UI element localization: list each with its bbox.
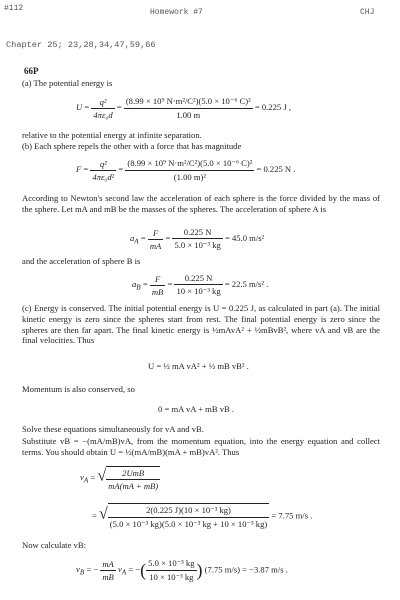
eqvA-den: mA(mA + mB): [108, 481, 159, 491]
accel-b-text: and the acceleration of sphere B is: [22, 256, 141, 266]
eqF-lhs-num: q²: [90, 159, 116, 171]
eqU-result: = 0.225 J ,: [254, 101, 291, 112]
eqaB-result: = 22.5 m/s² .: [224, 278, 269, 289]
eqaA-den2: 5.0 × 10⁻³ kg: [174, 240, 221, 250]
eqF-lhs-den: 4πε₀d²: [92, 171, 115, 182]
solve-text: Solve these equations simultaneously for vA and vB.: [22, 424, 204, 434]
eqaA-num1: F: [148, 228, 163, 240]
momentum-text: Momentum is also conserved, so: [22, 384, 135, 394]
part-b-text: (b) Each sphere repels the other with a force that has magnitude: [22, 141, 242, 151]
substitute-paragraph: Substitute vB = −(mA/mB)vA, from the momentum equation, into the energy equation and collect terms. You should obtain U = ½(mA/mB)(mA + mB)vA². Thus: [22, 436, 380, 457]
equation-force: F = $\frac{\text{q²}}{\text{4πε₀d²}}$ = $\frac{\text{(8.99 × 10⁹ N·m²/C²)(5.0 × 10⁻⁶ C)²}}{\text{(1.00 m)²}}$ = 0.225 N .: [76, 158, 296, 182]
header-title: Homework #7: [150, 8, 203, 17]
header-initials: CHJ: [360, 8, 375, 17]
equation-potential-energy: U = $\frac{\text{q²}}{\text{4πε₀d}}$ = $\frac{\text{(8.99 × 10⁹ N·m²/C²)(5.0 × 10⁻⁶ C)²}}{1.00 m}$ = 0.225 J ,: [76, 96, 291, 120]
eqF-result: = 0.225 N .: [256, 163, 296, 174]
equation-momentum: 0 = mA vA + mB vB .: [158, 404, 235, 414]
part-a-text: (a) The potential energy is: [22, 78, 113, 88]
eqvB-den2: 10 × 10⁻³ kg: [149, 572, 194, 582]
eqU-lhs-num: q²: [91, 97, 114, 109]
eqaA-num2: 0.225 N: [172, 227, 222, 239]
eqaA-result: = 45.0 m/s²: [224, 232, 265, 243]
eqaB-den1: mB: [151, 286, 164, 297]
newton-paragraph: According to Newton's second law the acceleration of each sphere is the force divided by the mass of the sphere. Let mA and mB be the masses of the spheres. The acceleration of sphere A is: [22, 193, 380, 214]
eqvB-den1: mB: [102, 572, 114, 582]
page-number: #112: [4, 4, 24, 13]
problem-number: 66P: [24, 66, 39, 76]
eqaB-den2: 10 × 10⁻³ kg: [176, 286, 221, 296]
equation-vA-numeric: = √ $\frac{\text{2(0.225 J)(10 × 10⁻³ kg)}}{\text{(5.0 × 10⁻³ kg)(5.0 × 10⁻³ kg + 10 × 10⁻³ kg)}}$ = 7.75 m/s .: [92, 505, 313, 529]
eqaB-num2: 0.225 N: [174, 273, 222, 285]
eqvA-result: = 7.75 m/s .: [271, 510, 313, 521]
eqvB-result: (7.75 m/s) = −3.87 m/s .: [204, 564, 288, 575]
eqvA2-den: (5.0 × 10⁻³ kg)(5.0 × 10⁻³ kg + 10 × 10⁻³ kg): [109, 519, 268, 529]
eqaB-num1: F: [150, 274, 165, 286]
equation-vA-symbolic: $v_A$ = √ $\frac{\text{2UmB}}{mA(mA + mB)}$: [80, 467, 159, 491]
eqF-rhs-den: (1.00 m)²: [173, 172, 206, 182]
part-c-paragraph: (c) Energy is conserved. The initial potential energy is U = 0.225 J, as calculated in part (a). The initial kinetic energy is zero since the spheres start from rest. The final potential energy is zero since the spheres are then far apart. The final kinetic energy is ½mAvA² + ½mBvB², where vA and vB are the final velocities. Thus: [22, 303, 380, 346]
equation-accel-a: $a_A$ = $\frac{F}{mA}$ = $\frac{0.225 N}{\text{5.0 × 10⁻³ kg}}$ = 45.0 m/s²: [130, 227, 265, 251]
calc-vB-text: Now calculate vB:: [22, 540, 86, 550]
eqvB-num2: 5.0 × 10⁻³ kg: [146, 558, 196, 571]
relative-text: relative to the potential energy at infinite separation.: [22, 130, 202, 140]
eqvA2-num: 2(0.225 J)(10 × 10⁻³ kg): [108, 505, 269, 518]
eqaA-den1: mA: [149, 240, 162, 251]
equation-accel-b: $a_B$ = $\frac{F}{mB}$ = $\frac{0.225 N}{\text{10 × 10⁻³ kg}}$ = 22.5 m/s² .: [132, 273, 269, 297]
eqvB-num1: mA: [102, 559, 114, 569]
eqU-rhs-num: (8.99 × 10⁹ N·m²/C²)(5.0 × 10⁻⁶ C)²: [124, 96, 253, 109]
eqF-rhs-num: (8.99 × 10⁹ N·m²/C²)(5.0 × 10⁻⁶ C)²: [125, 158, 254, 171]
equation-energy: U = ½ mA vA² + ½ mB vB² .: [148, 361, 249, 371]
equation-vB: $v_B$ = − $\frac{mA}{mB}$ $v_A$ = −( $\frac{\text{5.0 × 10⁻³ kg}}{\text{10 × 10⁻³ kg}}$ ) (7.75 m/s) = −3.87 m/s .: [76, 558, 288, 582]
eqU-rhs-den: 1.00 m: [176, 110, 201, 120]
eqU-lhs-den: 4πε₀d: [93, 109, 113, 120]
chapter-line: Chapter 25; 23,28,34,47,59,66: [6, 40, 156, 50]
eqvA-num: 2UmB: [106, 468, 160, 480]
